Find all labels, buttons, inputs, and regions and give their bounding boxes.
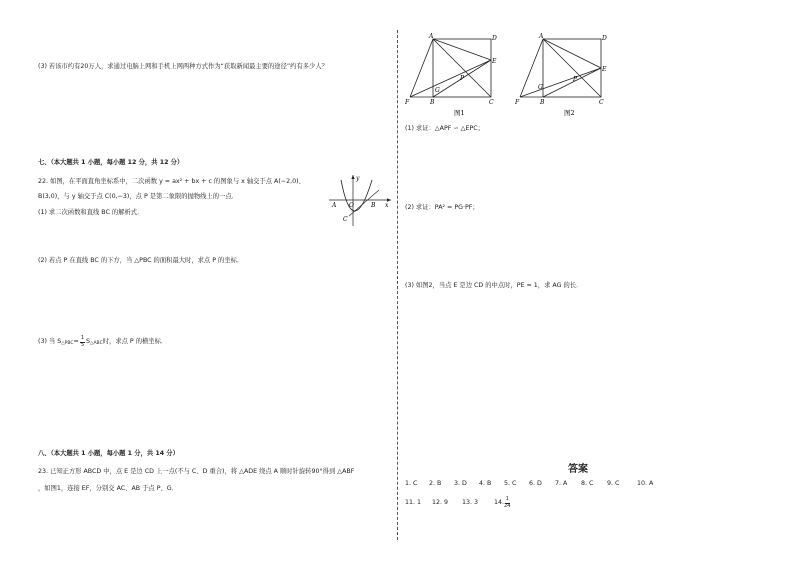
answer-item: 13. 3 bbox=[462, 499, 479, 506]
fig2-label-a: A bbox=[539, 33, 544, 40]
fig1-label-c: C bbox=[489, 99, 494, 106]
q22-3-equals: = bbox=[73, 338, 79, 345]
segment-ae bbox=[433, 39, 491, 60]
answer-item: 2. B bbox=[429, 480, 442, 487]
answer-item: 10. A bbox=[637, 480, 654, 487]
question-22-part-1: (1) 求二次函数和直线 BC 的解析式． bbox=[38, 209, 144, 216]
question-23-part-1: (1) 求证：△APF ∽ △EPC； bbox=[405, 125, 484, 132]
segment-fe bbox=[520, 68, 601, 97]
figure-1-caption: 图1 bbox=[454, 109, 465, 117]
fig1-label-e: E bbox=[492, 58, 497, 65]
parabola-graph bbox=[325, 172, 395, 228]
figure-2-caption: 图2 bbox=[564, 109, 575, 117]
q22-3-fraction-numerator: 1 bbox=[80, 335, 85, 341]
point-b-label: B bbox=[371, 202, 376, 209]
answers-title: 答案 bbox=[568, 464, 588, 475]
question-22-part-2: (2) 若点 P 在直线 BC 的下方，当 △PBC 的面积最大时，求点 P 的坐标． bbox=[38, 257, 244, 264]
answer-item: 9. C bbox=[607, 480, 620, 487]
section-8-header: 八、（本大题共 1 小题，每小题 1 分，共 14 分） bbox=[38, 450, 179, 457]
answer-item: 5. C bbox=[504, 480, 517, 487]
point-a-label: A bbox=[332, 202, 337, 209]
q22-3-prefix: (3) 当 S bbox=[38, 338, 62, 345]
origin-label: O bbox=[349, 202, 354, 209]
answer-item: 4. B bbox=[479, 480, 492, 487]
fig2-label-g: G bbox=[538, 84, 543, 91]
answer-item: 6. D bbox=[529, 480, 542, 487]
column-divider bbox=[397, 30, 398, 540]
q22-3-suffix: 时，求点 P 的横坐标． bbox=[102, 338, 168, 345]
answers-row-2 bbox=[405, 497, 510, 509]
segment-eb bbox=[543, 68, 601, 97]
q22-3-fraction bbox=[80, 336, 85, 348]
y-axis-arrow bbox=[351, 175, 354, 179]
question-21-part-3: (3) 若该市约有20万人，求通过电脑上网和手机上网两种方式作为“获取新闻最主要的途径”约有多少人？ bbox=[38, 63, 328, 70]
segment-ae bbox=[543, 39, 601, 68]
question-23-line-2: ，如图1，连接 EF，分别交 AC、AB 于点 P、G． bbox=[38, 485, 178, 492]
answer-item: 8. C bbox=[581, 480, 594, 487]
fig2-label-f: F bbox=[515, 99, 520, 106]
point-c-label: C bbox=[343, 216, 348, 223]
diagonal-ac bbox=[543, 39, 601, 97]
answer-item: 1. C bbox=[405, 480, 418, 487]
fig2-label-d: D bbox=[602, 35, 607, 42]
fig1-label-a: A bbox=[429, 33, 434, 40]
figure-2 bbox=[510, 30, 615, 120]
question-22-part-3 bbox=[38, 336, 167, 348]
diagonal-ac bbox=[433, 39, 491, 97]
fig1-label-f: F bbox=[405, 99, 410, 106]
q22-3-subscript-2: △ABC bbox=[90, 341, 103, 346]
answer-item: 12. 9 bbox=[432, 499, 449, 506]
fig2-label-p: P bbox=[573, 76, 578, 83]
answer-item: 7. A bbox=[555, 480, 568, 487]
section-7-header: 七、（本大题共 1 小题，每小题 12 分，共 12 分） bbox=[38, 159, 184, 166]
answer-14-numerator: 1 bbox=[505, 496, 509, 502]
fig2-label-e: E bbox=[602, 66, 607, 73]
question-23-line-1: 23. 已知正方形 ABCD 中，点 E 是边 CD 上一点(不与 C、D 重合)，将 △ADE 绕点 A 顺时针旋转90°得到 △ABF bbox=[38, 468, 355, 475]
question-22-line-1: 22. 如图，在平面直角坐标系中，二次函数 y = ax² + bx + c 的图象与 x 轴交于点 A(−2,0)、 bbox=[38, 178, 305, 185]
fig2-label-c: C bbox=[599, 99, 604, 106]
answer-14-fraction bbox=[504, 497, 510, 509]
fig1-label-p: P bbox=[460, 75, 465, 82]
answer-14-denominator: 24 bbox=[504, 502, 511, 509]
question-23-part-2: (2) 求证：PA² = PG·PF； bbox=[405, 204, 479, 211]
x-axis-label: x bbox=[385, 202, 389, 209]
fig1-label-g: G bbox=[435, 87, 440, 94]
question-23-part-3: (3) 如图2，当点 E 是边 CD 的中点时，PE = 1，求 AG 的长． bbox=[405, 282, 583, 289]
q22-3-subscript-1: △PBC bbox=[61, 341, 74, 346]
y-axis-label: y bbox=[356, 175, 360, 182]
fig2-label-b: B bbox=[540, 99, 545, 106]
fig1-label-d: D bbox=[492, 35, 497, 42]
parabola-curve bbox=[341, 180, 372, 211]
question-22-line-2: B(3,0)，与 y 轴交于点 C(0,−3)，点 P 是第二象限的抛物线上的一点． bbox=[38, 193, 238, 200]
q22-3-fraction-denominator: 5 bbox=[80, 341, 85, 348]
answer-14-prefix: 14. bbox=[494, 499, 505, 506]
answer-item: 11. 1 bbox=[405, 499, 422, 506]
q22-3-s: S bbox=[86, 338, 91, 345]
answers-row-1 bbox=[405, 480, 662, 488]
fig1-label-b: B bbox=[430, 99, 435, 106]
answer-item: 3. D bbox=[454, 480, 467, 487]
figure-1 bbox=[400, 30, 505, 120]
